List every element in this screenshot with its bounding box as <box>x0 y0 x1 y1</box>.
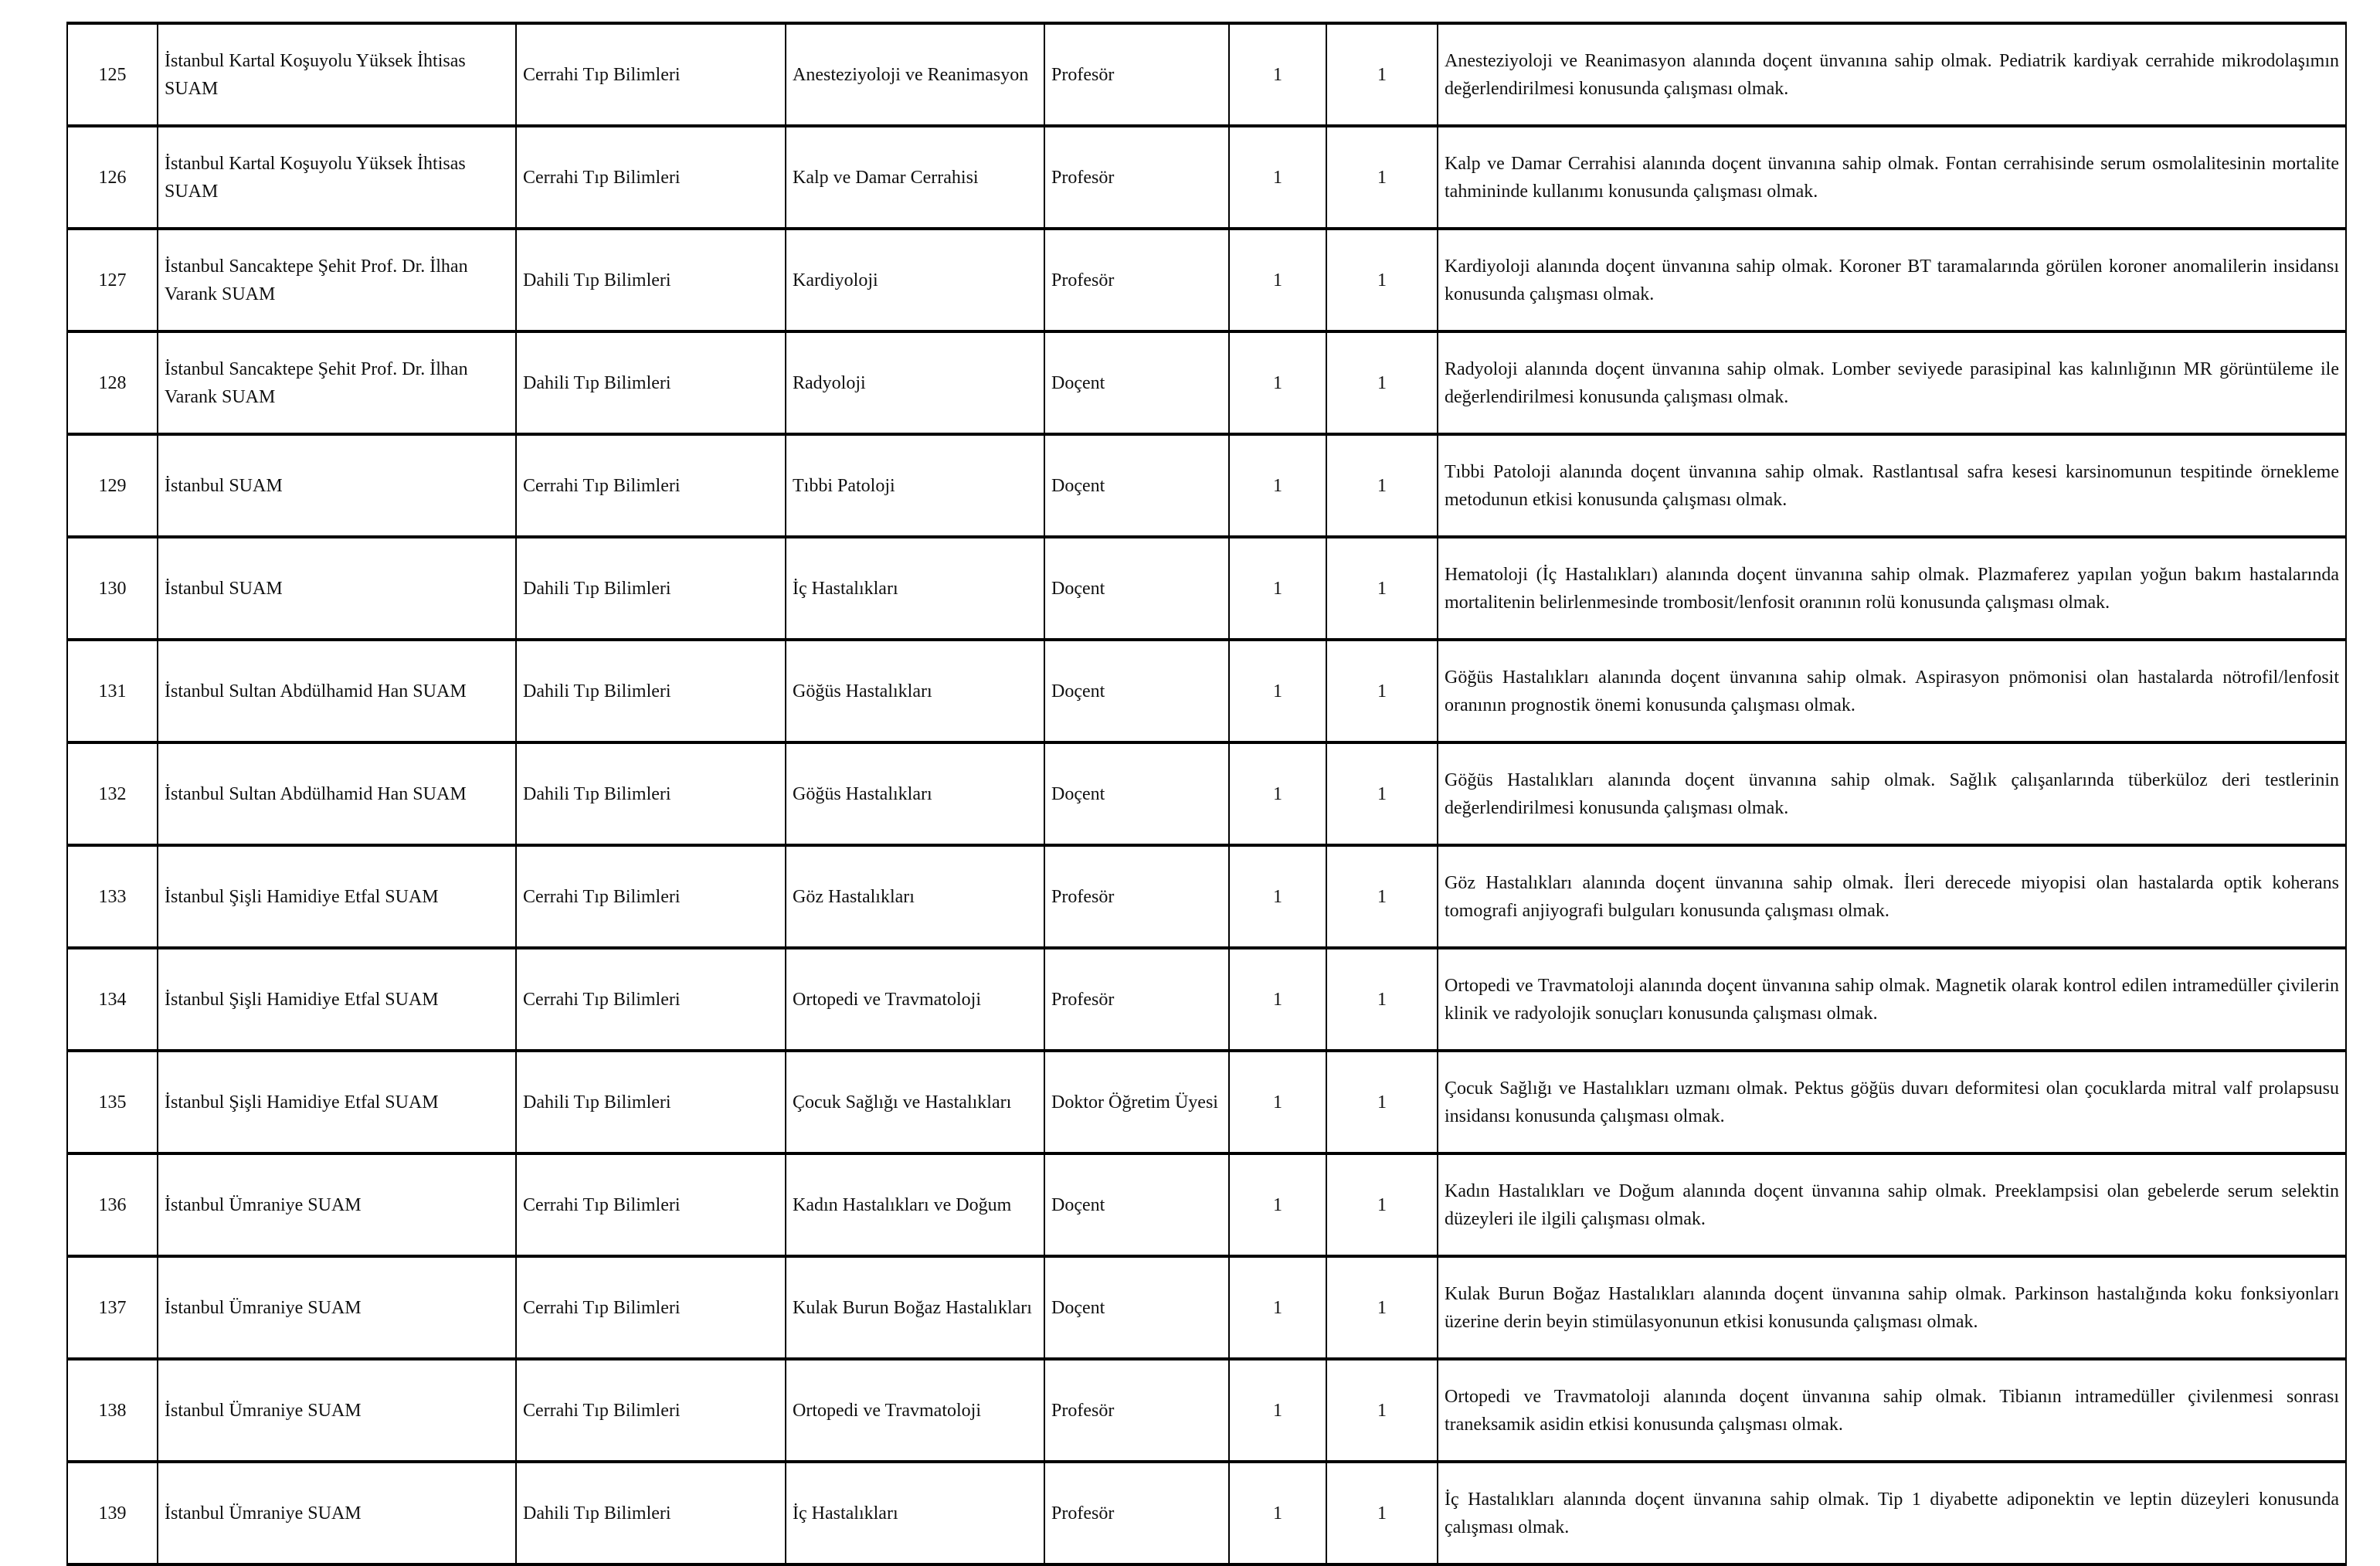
position-count-cell: 1 <box>1326 1359 1438 1462</box>
position-count-cell: 1 <box>1229 948 1326 1051</box>
department-cell: Dahili Tıp Bilimleri <box>516 742 786 845</box>
academic-title-cell: Profesör <box>1044 229 1229 331</box>
institution-cell: İstanbul Kartal Koşuyolu Yüksek İhtisas SUAM <box>158 126 516 229</box>
academic-title-cell: Profesör <box>1044 1359 1229 1462</box>
academic-title-cell: Doçent <box>1044 640 1229 742</box>
academic-title-cell: Profesör <box>1044 1462 1229 1564</box>
institution-cell: İstanbul Ümraniye SUAM <box>158 1462 516 1564</box>
table-row <box>67 742 2346 845</box>
row-number-cell: 138 <box>67 1359 158 1462</box>
institution-cell: İstanbul Sultan Abdülhamid Han SUAM <box>158 742 516 845</box>
row-number-cell: 128 <box>67 331 158 434</box>
specialty-cell: Radyoloji <box>786 331 1044 434</box>
specialty-cell: Çocuk Sağlığı ve Hastalıkları <box>786 1051 1044 1153</box>
specialty-cell: Göz Hastalıkları <box>786 845 1044 948</box>
position-count-cell: 1 <box>1326 434 1438 537</box>
table-row <box>67 1256 2346 1359</box>
position-count-cell: 1 <box>1229 434 1326 537</box>
department-cell: Cerrahi Tıp Bilimleri <box>516 434 786 537</box>
table-row <box>67 1153 2346 1256</box>
specialty-cell: Kadın Hastalıkları ve Doğum <box>786 1153 1044 1256</box>
position-count-cell: 1 <box>1326 331 1438 434</box>
row-number-cell: 129 <box>67 434 158 537</box>
academic-title-cell: Doçent <box>1044 1153 1229 1256</box>
institution-cell: İstanbul SUAM <box>158 537 516 640</box>
department-cell: Cerrahi Tıp Bilimleri <box>516 1153 786 1256</box>
table-row <box>67 948 2346 1051</box>
academic-positions-table <box>66 22 2347 1566</box>
institution-cell: İstanbul Kartal Koşuyolu Yüksek İhtisas SUAM <box>158 23 516 126</box>
requirements-cell: Göğüs Hastalıkları alanında doçent ünvanına sahip olmak. Aspirasyon pnömonisi olan hastalarda nötrofil/lenfosit oranının prognostik önemi konusunda çalışması olmak. <box>1438 640 2346 742</box>
row-number-cell: 131 <box>67 640 158 742</box>
academic-title-cell: Doçent <box>1044 1256 1229 1359</box>
table-row <box>67 845 2346 948</box>
specialty-cell: Kulak Burun Boğaz Hastalıkları <box>786 1256 1044 1359</box>
position-count-cell: 1 <box>1229 23 1326 126</box>
position-count-cell: 1 <box>1326 640 1438 742</box>
table-row <box>67 126 2346 229</box>
academic-title-cell: Doçent <box>1044 537 1229 640</box>
requirements-cell: Göz Hastalıkları alanında doçent ünvanına sahip olmak. İleri derecede miyopisi olan hastalarda optik koherans tomografi anjiyografi bulguları konusunda çalışması olmak. <box>1438 845 2346 948</box>
table-row <box>67 229 2346 331</box>
academic-title-cell: Profesör <box>1044 23 1229 126</box>
institution-cell: İstanbul Ümraniye SUAM <box>158 1256 516 1359</box>
row-number-cell: 126 <box>67 126 158 229</box>
department-cell: Cerrahi Tıp Bilimleri <box>516 126 786 229</box>
position-count-cell: 1 <box>1229 1153 1326 1256</box>
position-count-cell: 1 <box>1229 537 1326 640</box>
academic-title-cell: Profesör <box>1044 126 1229 229</box>
requirements-cell: İç Hastalıkları alanında doçent ünvanına sahip olmak. Tip 1 diyabette adiponektin ve leptin düzeyleri konusunda çalışması olmak. <box>1438 1462 2346 1564</box>
department-cell: Dahili Tıp Bilimleri <box>516 537 786 640</box>
requirements-cell: Kalp ve Damar Cerrahisi alanında doçent ünvanına sahip olmak. Fontan cerrahisinde serum osmolalitesinin mortalite tahmininde kullanımı konusunda çalışması olmak. <box>1438 126 2346 229</box>
institution-cell: İstanbul Sultan Abdülhamid Han SUAM <box>158 640 516 742</box>
institution-cell: İstanbul Ümraniye SUAM <box>158 1359 516 1462</box>
requirements-cell: Kadın Hastalıkları ve Doğum alanında doçent ünvanına sahip olmak. Preeklampsisi olan gebelerde serum selektin düzeyleri ile ilgili çalışması olmak. <box>1438 1153 2346 1256</box>
row-number-cell: 125 <box>67 23 158 126</box>
requirements-cell: Ortopedi ve Travmatoloji alanında doçent ünvanına sahip olmak. Tibianın intramedüller çivilenmesi sonrası traneksamik asidin etkisi konusunda çalışması olmak. <box>1438 1359 2346 1462</box>
position-count-cell: 1 <box>1229 126 1326 229</box>
institution-cell: İstanbul Sancaktepe Şehit Prof. Dr. İlhan Varank SUAM <box>158 331 516 434</box>
position-count-cell: 1 <box>1326 126 1438 229</box>
table-row <box>67 23 2346 126</box>
department-cell: Cerrahi Tıp Bilimleri <box>516 1256 786 1359</box>
institution-cell: İstanbul SUAM <box>158 434 516 537</box>
row-number-cell: 137 <box>67 1256 158 1359</box>
row-number-cell: 132 <box>67 742 158 845</box>
institution-cell: İstanbul Ümraniye SUAM <box>158 1153 516 1256</box>
institution-cell: İstanbul Şişli Hamidiye Etfal SUAM <box>158 1051 516 1153</box>
table-body <box>67 23 2346 1564</box>
position-count-cell: 1 <box>1229 640 1326 742</box>
requirements-cell: Çocuk Sağlığı ve Hastalıkları uzmanı olmak. Pektus göğüs duvarı deformitesi olan çocuklarda mitral valf prolapsusu insidansı konusunda çalışması olmak. <box>1438 1051 2346 1153</box>
position-count-cell: 1 <box>1229 1256 1326 1359</box>
position-count-cell: 1 <box>1326 229 1438 331</box>
position-count-cell: 1 <box>1326 948 1438 1051</box>
position-count-cell: 1 <box>1229 1462 1326 1564</box>
requirements-cell: Hematoloji (İç Hastalıkları) alanında doçent ünvanına sahip olmak. Plazmaferez yapılan yoğun bakım hastalarında mortalitenin belirlenmesinde trombosit/lenfosit oranının rolü konusunda çalışması olmak. <box>1438 537 2346 640</box>
table-row <box>67 1359 2346 1462</box>
position-count-cell: 1 <box>1229 742 1326 845</box>
position-count-cell: 1 <box>1229 331 1326 434</box>
row-number-cell: 136 <box>67 1153 158 1256</box>
position-count-cell: 1 <box>1326 1462 1438 1564</box>
department-cell: Dahili Tıp Bilimleri <box>516 1462 786 1564</box>
position-count-cell: 1 <box>1326 742 1438 845</box>
position-count-cell: 1 <box>1326 1051 1438 1153</box>
department-cell: Dahili Tıp Bilimleri <box>516 1051 786 1153</box>
requirements-cell: Göğüs Hastalıkları alanında doçent ünvanına sahip olmak. Sağlık çalışanlarında tüberküloz deri testlerinin değerlendirilmesi konusunda çalışması olmak. <box>1438 742 2346 845</box>
row-number-cell: 130 <box>67 537 158 640</box>
specialty-cell: Kardiyoloji <box>786 229 1044 331</box>
requirements-cell: Kardiyoloji alanında doçent ünvanına sahip olmak. Koroner BT taramalarında görülen koroner anomalilerin insidansı konusunda çalışması olmak. <box>1438 229 2346 331</box>
table-row <box>67 640 2346 742</box>
specialty-cell: Ortopedi ve Travmatoloji <box>786 948 1044 1051</box>
position-count-cell: 1 <box>1229 229 1326 331</box>
row-number-cell: 135 <box>67 1051 158 1153</box>
row-number-cell: 134 <box>67 948 158 1051</box>
requirements-cell: Radyoloji alanında doçent ünvanına sahip olmak. Lomber seviyede parasipinal kas kalınlığının MR görüntüleme ile değerlendirilmesi konusunda çalışması olmak. <box>1438 331 2346 434</box>
position-count-cell: 1 <box>1326 1153 1438 1256</box>
department-cell: Cerrahi Tıp Bilimleri <box>516 948 786 1051</box>
table-row <box>67 434 2346 537</box>
specialty-cell: Anesteziyoloji ve Reanimasyon <box>786 23 1044 126</box>
row-number-cell: 133 <box>67 845 158 948</box>
table-row <box>67 331 2346 434</box>
department-cell: Dahili Tıp Bilimleri <box>516 229 786 331</box>
position-count-cell: 1 <box>1326 537 1438 640</box>
position-count-cell: 1 <box>1229 1359 1326 1462</box>
specialty-cell: İç Hastalıkları <box>786 537 1044 640</box>
specialty-cell: Göğüs Hastalıkları <box>786 742 1044 845</box>
academic-title-cell: Profesör <box>1044 845 1229 948</box>
institution-cell: İstanbul Şişli Hamidiye Etfal SUAM <box>158 845 516 948</box>
institution-cell: İstanbul Sancaktepe Şehit Prof. Dr. İlhan Varank SUAM <box>158 229 516 331</box>
requirements-cell: Anesteziyoloji ve Reanimasyon alanında doçent ünvanına sahip olmak. Pediatrik kardiyak cerrahide mikrodolaşımın değerlendirilmesi konusunda çalışması olmak. <box>1438 23 2346 126</box>
department-cell: Cerrahi Tıp Bilimleri <box>516 23 786 126</box>
specialty-cell: Göğüs Hastalıkları <box>786 640 1044 742</box>
academic-title-cell: Doçent <box>1044 434 1229 537</box>
requirements-cell: Tıbbi Patoloji alanında doçent ünvanına sahip olmak. Rastlantısal safra kesesi karsinomunun tespitinde örnekleme metodunun etkisi konusunda çalışması olmak. <box>1438 434 2346 537</box>
department-cell: Dahili Tıp Bilimleri <box>516 640 786 742</box>
requirements-cell: Ortopedi ve Travmatoloji alanında doçent ünvanına sahip olmak. Magnetik olarak kontrol edilen intramedüller çivilerin klinik ve radyolojik sonuçları konusunda çalışması olmak. <box>1438 948 2346 1051</box>
row-number-cell: 127 <box>67 229 158 331</box>
institution-cell: İstanbul Şişli Hamidiye Etfal SUAM <box>158 948 516 1051</box>
table-row <box>67 537 2346 640</box>
academic-title-cell: Profesör <box>1044 948 1229 1051</box>
table-row <box>67 1051 2346 1153</box>
table-row <box>67 1462 2346 1564</box>
position-count-cell: 1 <box>1229 845 1326 948</box>
department-cell: Cerrahi Tıp Bilimleri <box>516 845 786 948</box>
academic-title-cell: Doçent <box>1044 331 1229 434</box>
row-number-cell: 139 <box>67 1462 158 1564</box>
specialty-cell: Ortopedi ve Travmatoloji <box>786 1359 1044 1462</box>
specialty-cell: Kalp ve Damar Cerrahisi <box>786 126 1044 229</box>
department-cell: Cerrahi Tıp Bilimleri <box>516 1359 786 1462</box>
department-cell: Dahili Tıp Bilimleri <box>516 331 786 434</box>
position-count-cell: 1 <box>1326 845 1438 948</box>
requirements-cell: Kulak Burun Boğaz Hastalıkları alanında doçent ünvanına sahip olmak. Parkinson hastalığında koku fonksiyonları üzerine derin beyin stimülasyonunun etkisi konusunda çalışması olmak. <box>1438 1256 2346 1359</box>
position-count-cell: 1 <box>1326 1256 1438 1359</box>
position-count-cell: 1 <box>1229 1051 1326 1153</box>
specialty-cell: İç Hastalıkları <box>786 1462 1044 1564</box>
specialty-cell: Tıbbi Patoloji <box>786 434 1044 537</box>
academic-title-cell: Doktor Öğretim Üyesi <box>1044 1051 1229 1153</box>
academic-title-cell: Doçent <box>1044 742 1229 845</box>
position-count-cell: 1 <box>1326 23 1438 126</box>
